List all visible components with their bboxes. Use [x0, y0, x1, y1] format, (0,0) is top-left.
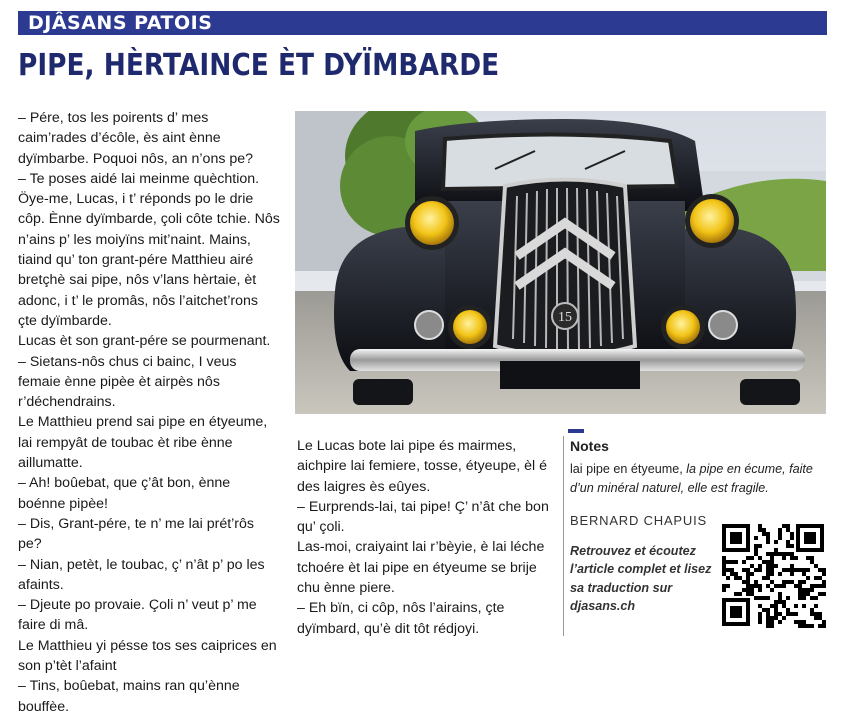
paragraph: Lucas èt son grant-pére se pourmenant.	[18, 333, 271, 350]
notes-heading: Notes	[570, 438, 609, 454]
paragraph: Le Matthieu prend sai pipe en étyeume, lai rempyât de toubac èt ribe ènne aillumatte.	[18, 414, 268, 472]
paragraph: – Ah! boûebat, que ç’ât bon, ènne boénne pipèe!	[18, 475, 231, 512]
paragraph: – Eurprends-lai, tai pipe! Ç’ n’ât che bon qu’ çoli.	[297, 498, 549, 536]
paragraph: – Tins, boûebat, mains ran qu’ènne bouffèe.	[18, 678, 240, 715]
paragraph: – Pére, tos les poirents d’ mes caim’rades d’écôle, ès aint ènne dyïmbarbe. Poquoi nôs, an n’ons pe?	[18, 110, 254, 167]
grille-badge: 15	[558, 310, 572, 325]
paragraph: – Sietans-nôs chus ci bainc, I veus femaie ènne pipèe èt airpès nôs r’déchendrains.	[18, 353, 237, 411]
paragraph: – Te poses aidé lai meinme quèchtion. Öye-me, Lucas, i t’ réponds po le drie côp. Ènne dyïmbarde, çoli côte tchie. Nôs n’ains p’ les moiyïns mit’naint. Mains, tiaind qu’ ton grant-pére Matthieu airé bretçhè sai pipe, nôs v’lans hèrtaie, èt adonc, i t’ le promâs, nôs l’aitchet’rons çte dyïmbarde.	[18, 170, 280, 329]
notes-body	[570, 460, 828, 498]
paragraph: – Nian, petèt, le toubac, ç’ n’ât p’ po les afaints.	[18, 556, 265, 593]
paragraph: – Djeute po provaie. Çoli n’ veut p’ me faire di mâ.	[18, 597, 257, 634]
qr-code-icon[interactable]	[720, 522, 826, 628]
promo-text: Retrouvez et écoutez l’article complet et lisez sa traduction sur djasans.ch	[570, 544, 712, 613]
paragraph: Le Matthieu yi pésse tos ses caiprices en son p’tèt l’afaint	[18, 637, 277, 675]
section-label: DJÂSANS PATOIS	[28, 12, 213, 34]
author-byline: BERNARD CHAPUIS	[570, 513, 707, 528]
paragraph: Las-moi, craiyaint lai r’bèyie, è lai léche tchoére èt lai pipe en étyeume se brije chu ènne piere.	[297, 539, 545, 597]
article-photo-vintage-car	[295, 111, 826, 414]
article-column-1	[18, 108, 280, 717]
column-divider	[563, 436, 564, 636]
paragraph: Le Lucas bote lai pipe és mairmes, aichpire lai femiere, tosse, étyeupe, èl é des laigres ès eûyes.	[297, 438, 547, 495]
paragraph: – Eh bïn, ci côp, nôs l’airains, çte dyïmbard, qu’è dit tôt rédjoyi.	[297, 600, 505, 637]
notes-definition: la pipe en écume, faite d’un minéral naturel, elle est fragile.	[570, 462, 813, 495]
notes-term: lai pipe en étyeume,	[570, 462, 683, 476]
section-banner	[18, 11, 827, 35]
article-headline: PIPE, HÈRTAINCE ÈT DYÏMBARDE	[18, 48, 500, 83]
paragraph: – Dis, Grant-pére, te n’ me lai prét’rôs pe?	[18, 515, 255, 553]
article-column-2	[297, 436, 554, 639]
